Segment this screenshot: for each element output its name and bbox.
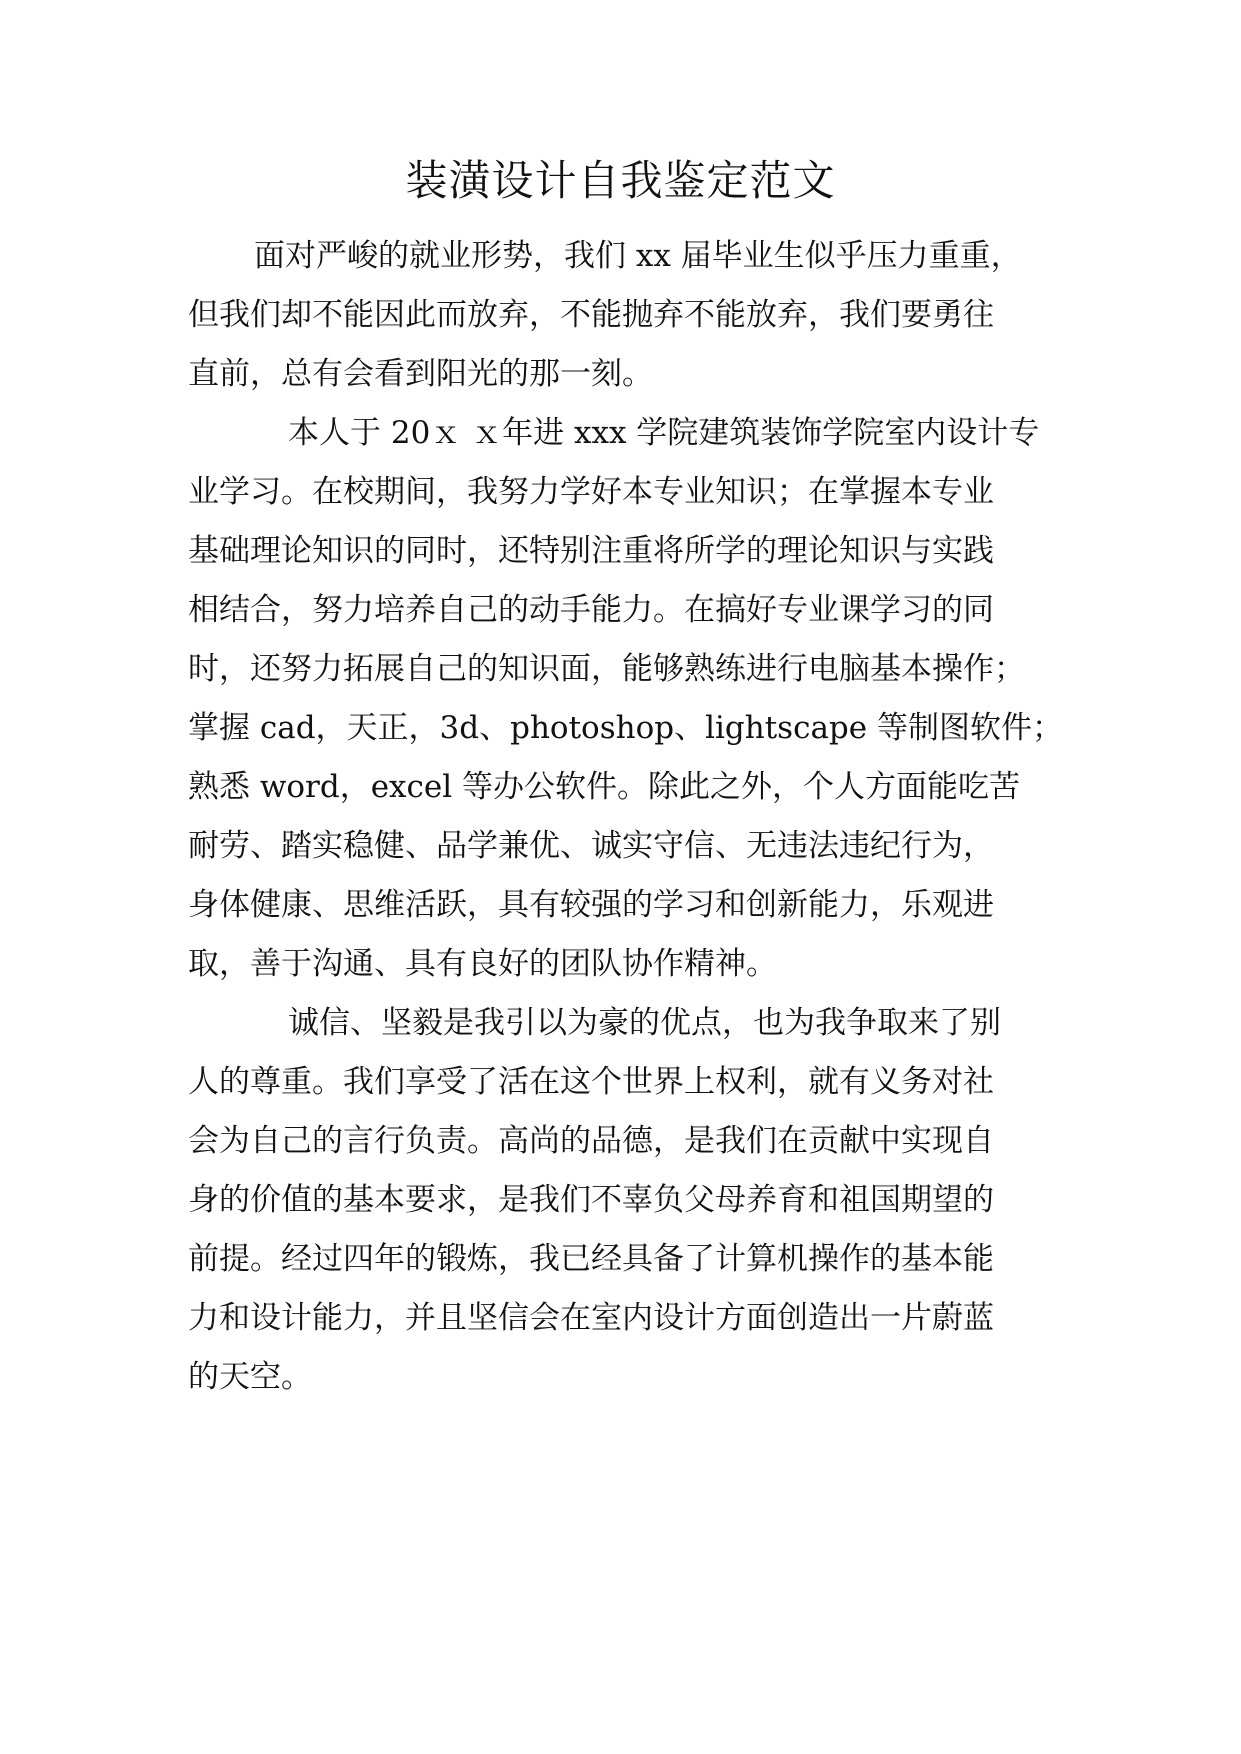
text-line: 业学习。在校期间，我努力学好本专业知识；在掌握本专业 — [188, 474, 994, 510]
text-line: 时，还努力拓展自己的知识面，能够熟练进行电脑基本操作； — [188, 651, 1025, 687]
text-line: 会为自己的言行负责。高尚的品德，是我们在贡献中实现自 — [188, 1123, 994, 1159]
text-line: 面对严峻的就业形势，我们 xx 届毕业生似乎压力重重， — [254, 238, 1022, 274]
text-line: 身体健康、思维活跃，具有较强的学习和创新能力，乐观进 — [188, 887, 994, 923]
paragraph-3 — [188, 994, 1068, 1407]
text-line: 身的价值的基本要求，是我们不辜负父母养育和祖国期望的 — [188, 1182, 994, 1218]
text-line: 但我们却不能因此而放弃，不能抛弃不能放弃，我们要勇往 — [188, 297, 994, 333]
text-line: 力和设计能力，并且坚信会在室内设计方面创造出一片蔚蓝 — [188, 1300, 994, 1336]
text-line: 取，善于沟通、具有良好的团队协作精神。 — [188, 946, 777, 982]
text-line: 人的尊重。我们享受了活在这个世界上权利，就有义务对社 — [188, 1064, 994, 1100]
text-line: 耐劳、踏实稳健、品学兼优、诚实守信、无违法违纪行为， — [188, 828, 994, 864]
text-line: 前提。经过四年的锻炼，我已经具备了计算机操作的基本能 — [188, 1241, 994, 1277]
text-line: 基础理论知识的同时，还特别注重将所学的理论知识与实践 — [188, 533, 994, 569]
text-line: 掌握 cad，天正，3d、photoshop、lightscape 等制图软件； — [188, 710, 1063, 746]
text-line: 熟悉 word，excel 等办公软件。除此之外，个人方面能吃苦 — [188, 769, 1021, 805]
text-line: 诚信、坚毅是我引以为豪的优点，也为我争取来了别 — [288, 1005, 1001, 1041]
page-title: 装潢设计自我鉴定范文 — [405, 156, 836, 205]
text-line: 的天空。 — [188, 1359, 312, 1395]
paragraph-2 — [188, 404, 1068, 994]
document-body — [188, 227, 1068, 1407]
text-line: 本人于 20ｘ ｘ年进 xxx 学院建筑装饰学院室内设计专 — [288, 415, 1040, 451]
text-line: 相结合，努力培养自己的动手能力。在搞好专业课学习的同 — [188, 592, 994, 628]
paragraph-1 — [188, 227, 1068, 404]
text-line: 直前，总有会看到阳光的那一刻。 — [188, 356, 653, 392]
